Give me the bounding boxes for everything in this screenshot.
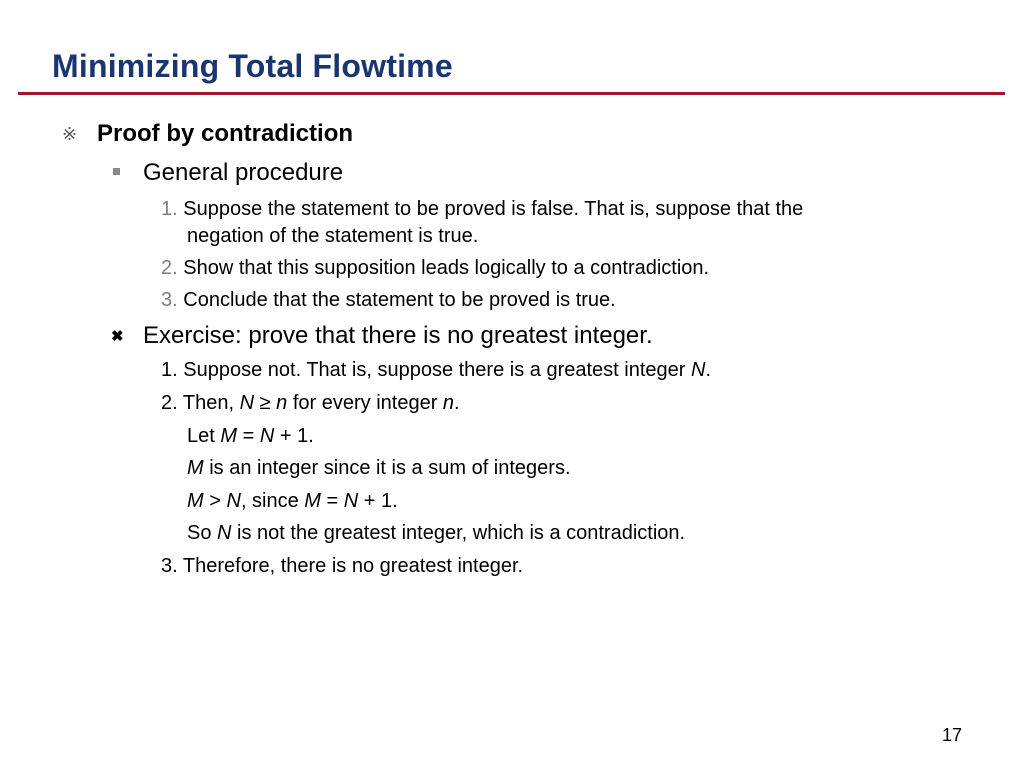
exercise-step-1 — [161, 359, 711, 382]
slide-title: Minimizing Total Flowtime — [52, 48, 453, 84]
step-number: 3. — [161, 289, 178, 311]
step-3 — [161, 289, 616, 312]
cross-bullet-icon: ✖ — [111, 328, 124, 345]
step-text: for every integer — [292, 392, 443, 414]
var-lower-n: n — [276, 392, 288, 414]
exercise-step-3 — [161, 555, 523, 578]
exercise-greater-line — [187, 490, 398, 513]
step-text: Then, — [182, 392, 240, 414]
step-1 — [161, 198, 803, 221]
step-text: is an integer since it is a sum of integers. — [209, 457, 571, 479]
var-n: N — [226, 490, 241, 512]
step-2 — [161, 257, 709, 280]
step-text: So — [187, 522, 218, 544]
step-text: Let — [187, 425, 221, 447]
step-text: Conclude that the statement to be proved is true. — [183, 289, 616, 311]
step-number: 1. — [161, 198, 178, 220]
var-m: M — [187, 457, 204, 479]
step-text: , since — [240, 490, 305, 512]
exercise-let-line — [187, 425, 314, 448]
operator: > — [209, 490, 221, 512]
step-text: + 1. — [363, 490, 398, 512]
var-m: M — [304, 490, 321, 512]
operator: ≥ — [259, 392, 271, 414]
step-number: 1. — [161, 359, 178, 381]
var-n: N — [343, 490, 359, 512]
var-n: N — [259, 425, 275, 447]
var-lower-n: n — [442, 392, 455, 414]
step-text: + 1. — [279, 425, 314, 447]
title-rule — [18, 92, 1005, 95]
reference-mark-icon: ※ — [62, 124, 78, 144]
exercise-integer-line — [187, 457, 571, 480]
step-text: Suppose not. That is, suppose there is a greatest integer — [183, 359, 691, 381]
var-n: N — [217, 522, 232, 544]
step-text: Suppose the statement to be proved is false. That is, suppose that the — [183, 198, 804, 220]
square-bullet-icon — [113, 168, 120, 175]
var-m: M — [220, 425, 238, 447]
var-n: N — [239, 392, 255, 414]
step-number: 2. — [161, 257, 178, 279]
exercise-label: Exercise: prove that there is no greatest integer. — [143, 322, 653, 349]
exercise-step-2 — [161, 392, 460, 415]
heading-proof: Proof by contradiction — [97, 120, 354, 147]
step-text: Show that this supposition leads logically to a contradiction. — [183, 257, 710, 279]
exercise-so-line — [187, 522, 685, 545]
page-number: 17 — [942, 725, 963, 745]
step-text: is not the greatest integer, which is a contradiction. — [237, 522, 686, 544]
step-number: 2. — [161, 392, 178, 414]
step-1-continued: negation of the statement is true. — [187, 225, 479, 247]
operator: = — [326, 490, 339, 512]
step-text: Therefore, there is no greatest integer. — [182, 555, 524, 577]
var-m: M — [187, 490, 204, 512]
var-n: N — [690, 359, 706, 381]
punct: . — [454, 392, 460, 414]
punct: . — [705, 359, 711, 381]
operator: = — [242, 425, 255, 447]
general-procedure-label: General procedure — [143, 159, 344, 186]
step-number: 3. — [161, 555, 178, 577]
